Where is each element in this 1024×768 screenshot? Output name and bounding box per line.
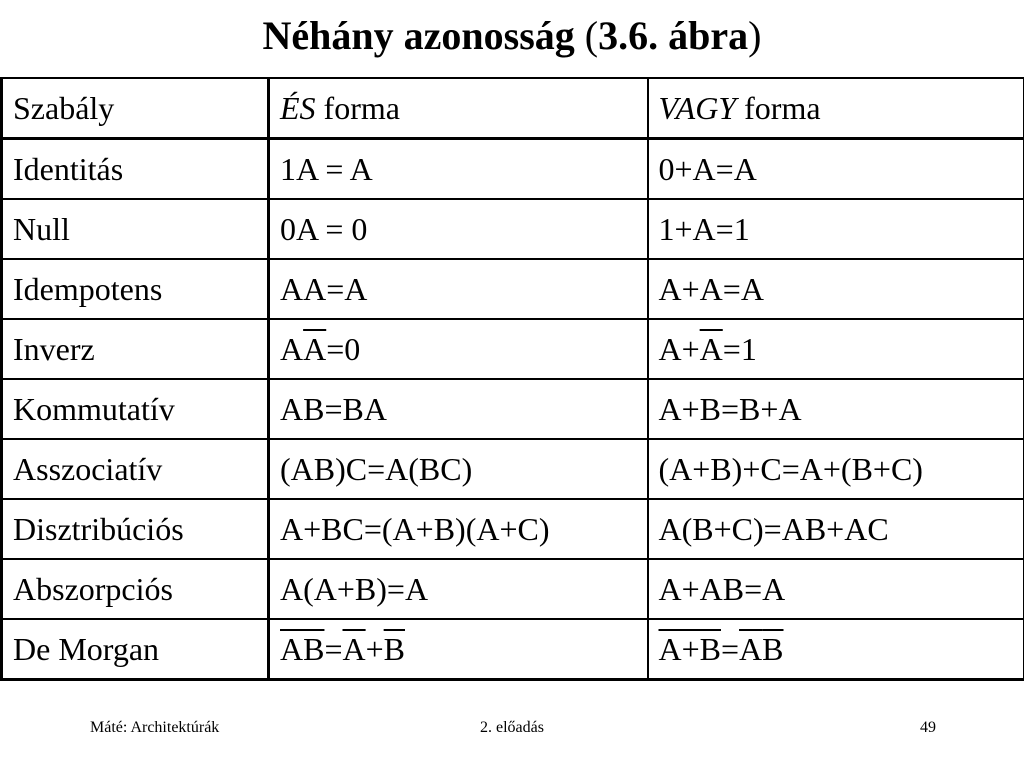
table-row — [2, 199, 1024, 259]
header-or-suffix: forma — [744, 90, 821, 126]
rule-name-cell: Disztribúciós — [2, 499, 269, 559]
expression-segment: A+B=B+A — [658, 391, 802, 427]
negated-term: $\overline{A}$ — [699, 331, 723, 367]
table-row — [2, 139, 1024, 200]
header-or-label: VAGY — [658, 90, 737, 126]
expression-segment: = — [324, 631, 343, 667]
negated-term: A+B — [658, 631, 721, 667]
table-row — [2, 439, 1024, 499]
rule-name-cell: Kommutatív — [2, 379, 269, 439]
negated-term: $\overline{B}$ — [762, 631, 784, 667]
and-form-cell — [269, 199, 648, 259]
footer-author: Máté: Architektúrák — [90, 719, 220, 736]
expression-segment: 0A = 0 — [280, 211, 368, 247]
expression-segment: + — [365, 631, 384, 667]
rule-name-cell: Identitás — [2, 139, 269, 200]
or-form-cell — [648, 559, 1024, 619]
and-form-cell — [269, 439, 648, 499]
header-rule: Szabály — [2, 78, 269, 139]
rule-name-cell: Idempotens — [2, 259, 269, 319]
title-text: Néhány azonosság — [262, 13, 575, 58]
rule-name-cell: Inverz — [2, 319, 269, 379]
rule-name-cell: Abszorpciós — [2, 559, 269, 619]
or-form-cell — [648, 499, 1024, 559]
title-open-paren: ( — [584, 13, 599, 58]
and-form-cell — [269, 619, 648, 680]
negated-term: $\overline{B}$ — [383, 631, 405, 667]
header-or-form — [648, 78, 1024, 139]
negated-term: $\overline{A}$ — [303, 331, 327, 367]
title-figure-ref: 3.6. ábra — [598, 13, 749, 58]
and-form-cell — [269, 559, 648, 619]
negated-term: $\overline{AB}$ — [280, 631, 325, 667]
table-row — [2, 319, 1024, 379]
or-form-cell — [648, 379, 1024, 439]
rule-name-cell: Asszociatív — [2, 439, 269, 499]
footer-page-number: 49 — [920, 719, 936, 736]
expression-segment: (AB)C=A(BC) — [280, 451, 473, 487]
identities-table-body — [2, 78, 1024, 680]
or-form-cell — [648, 619, 1024, 680]
expression-segment: =1 — [722, 331, 757, 367]
or-form-cell — [648, 259, 1024, 319]
table-row — [2, 499, 1024, 559]
negated-term: $\overline{A}$ — [342, 631, 366, 667]
and-form-cell — [269, 319, 648, 379]
expression-segment: 1A = A — [280, 151, 373, 187]
or-form-cell — [648, 199, 1024, 259]
and-form-cell — [269, 259, 648, 319]
table-row — [2, 619, 1024, 680]
expression-segment: A+AB=A — [658, 571, 786, 607]
expression-segment: = — [721, 631, 740, 667]
expression-segment: A(A+B)=A — [280, 571, 429, 607]
title-close-paren: ) — [748, 13, 762, 58]
and-form-cell — [269, 379, 648, 439]
or-form-cell — [648, 439, 1024, 499]
expression-segment: AB=BA — [280, 391, 387, 427]
expression-segment: A+A=A — [658, 271, 764, 307]
header-and-label: ÉS — [280, 90, 316, 126]
table-header-row — [2, 78, 1024, 139]
rule-name-cell: Null — [2, 199, 269, 259]
table-row — [2, 559, 1024, 619]
expression-segment: 0+A=A — [658, 151, 757, 187]
footer-lecture: 2. előadás — [480, 719, 544, 736]
and-form-cell — [269, 499, 648, 559]
negated-term: $\overline{A}$ — [739, 631, 763, 667]
or-form-cell — [648, 319, 1024, 379]
slide-title — [0, 12, 1024, 60]
header-and-form — [269, 78, 648, 139]
expression-segment: AA=A — [280, 271, 368, 307]
expression-segment: =0 — [326, 331, 361, 367]
rule-name-cell: De Morgan — [2, 619, 269, 680]
identities-table — [0, 77, 1024, 681]
table-row — [2, 379, 1024, 439]
expression-segment: A+ — [658, 331, 700, 367]
expression-segment: A — [280, 331, 304, 367]
table-row — [2, 259, 1024, 319]
expression-segment: A(B+C)=AB+AC — [658, 511, 889, 547]
expression-segment: A+BC=(A+B)(A+C) — [280, 511, 550, 547]
expression-segment: 1+A=1 — [658, 211, 750, 247]
header-and-suffix: forma — [323, 90, 400, 126]
expression-segment: (A+B)+C=A+(B+C) — [658, 451, 923, 487]
or-form-cell — [648, 139, 1024, 200]
and-form-cell — [269, 139, 648, 200]
